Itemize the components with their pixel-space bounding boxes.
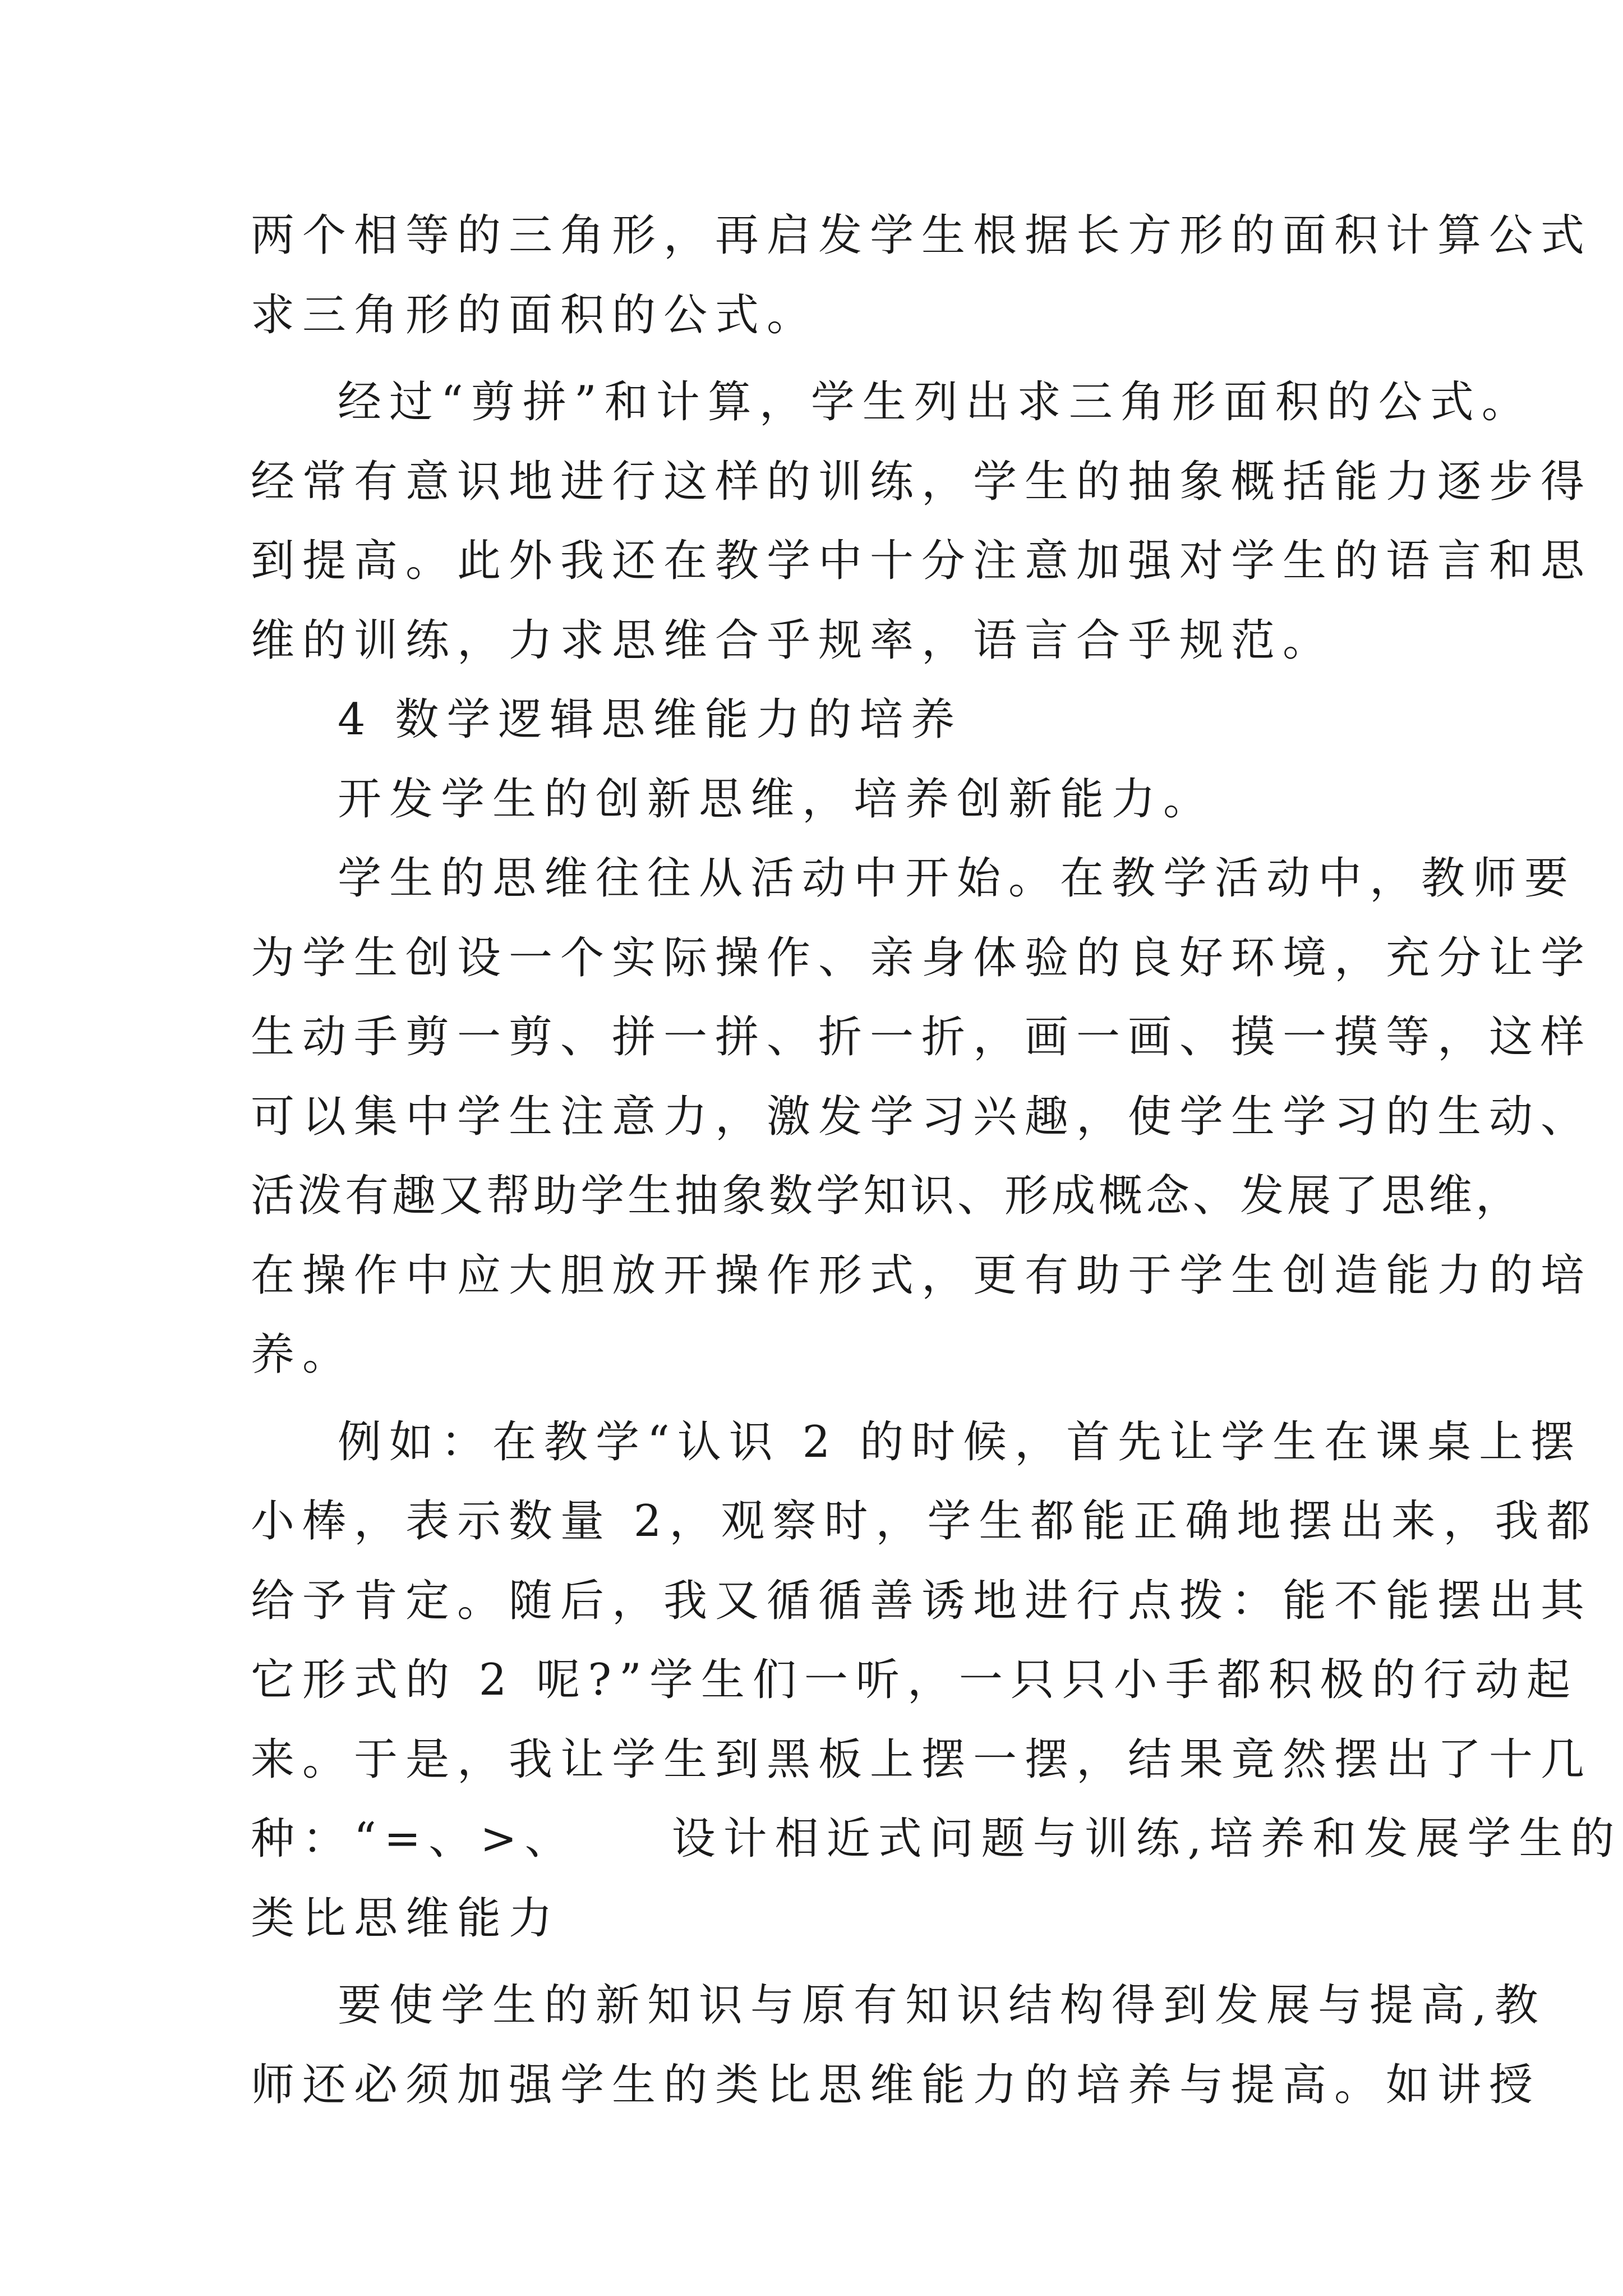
text-line	[251, 1800, 1622, 1879]
text-line: 求三角形的面积的公式。	[251, 289, 819, 341]
section-heading: 4 数学逻辑思维能力的培养	[338, 694, 963, 745]
text-line: 经过“剪拼”和计算，学生列出求三角形面积的公式。	[338, 377, 1533, 427]
text-line: 例如：在教学“认识 2 的时候，首先让学生在课桌上摆	[338, 1416, 1583, 1467]
text-line: 生动手剪一剪、拼一拼、折一折，画一画、摸一摸等，这样	[251, 1012, 1593, 1062]
text-line: 开发学生的创新思维，培养创新能力。	[338, 774, 1215, 825]
text-line: 学生的思维往往从活动中开始。在教学活动中，教师要	[338, 853, 1576, 904]
text-line: 维的训练，力求思维合乎规率，语言合乎规范。	[251, 615, 1335, 666]
document-body	[251, 196, 1622, 2125]
text-line: 可以集中学生注意力，激发学习兴趣，使学生学习的生动、	[251, 1091, 1593, 1142]
text-line: 为学生创设一个实际操作、亲身体验的良好环境，充分让学	[251, 932, 1593, 983]
text-line: 师还必须加强学生的类比思维能力的培养与提高。如讲授	[251, 2059, 1541, 2110]
text-line: 在操作中应大胆放开操作形式，更有助于学生创造能力的培	[251, 1250, 1593, 1301]
text-line: 两个相等的三角形，再启发学生根据长方形的面积计算公式	[251, 210, 1593, 261]
text-line: 给予肯定。随后，我又循循善诱地进行点拨：能不能摆出其	[251, 1575, 1593, 1626]
text-line: 活泼有趣又帮助学生抽象数学知识、形成概念、发展了思维，	[251, 1171, 1523, 1221]
text-line: 到提高。此外我还在教学中十分注意加强对学生的语言和思	[251, 536, 1593, 586]
text-line: 类比思维能力	[251, 1893, 561, 1944]
text-line: 要使学生的新知识与原有知识结构得到发展与提高,教	[338, 1980, 1546, 2031]
text-fragment: 设计相近式问题与训练,培养和发展学生的	[671, 1814, 1622, 1864]
text-line: 养。	[251, 1329, 354, 1380]
text-line: 来。于是，我让学生到黑板上摆一摆，结果竟然摆出了十几	[251, 1734, 1593, 1785]
text-line: 它形式的 2 呢?”学生们一听，一只只小手都积极的行动起	[251, 1655, 1578, 1705]
text-line: 经常有意识地进行这样的训练，学生的抽象概括能力逐步得	[251, 456, 1593, 507]
text-line: 小棒，表示数量 2，观察时，学生都能正确地摆出来，我都	[251, 1496, 1598, 1547]
text-fragment: 种：“=、>、	[251, 1814, 577, 1864]
